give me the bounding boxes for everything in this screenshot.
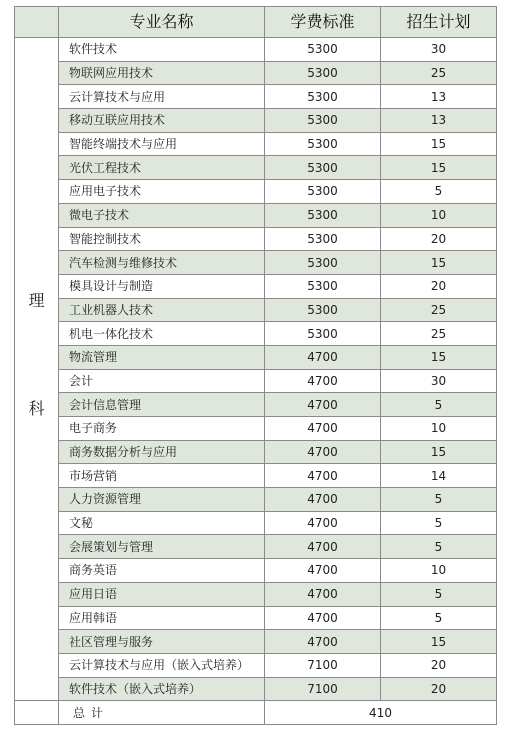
table-row [15, 464, 497, 488]
table-row [15, 417, 497, 441]
table-row [15, 298, 497, 322]
major-name-cell: 微电子技术 [59, 203, 265, 227]
fee-cell: 4700 [265, 535, 381, 559]
major-name-cell: 软件技术 [59, 38, 265, 62]
plan-cell: 20 [381, 677, 497, 701]
fee-cell: 4700 [265, 417, 381, 441]
plan-cell: 15 [381, 132, 497, 156]
plan-cell: 30 [381, 38, 497, 62]
plan-cell: 25 [381, 298, 497, 322]
plan-cell: 5 [381, 535, 497, 559]
major-name-cell: 商务数据分析与应用 [59, 440, 265, 464]
fee-cell: 5300 [265, 180, 381, 204]
table-row [15, 440, 497, 464]
fee-cell: 7100 [265, 653, 381, 677]
major-name-cell: 智能终端技术与应用 [59, 132, 265, 156]
major-name-cell: 智能控制技术 [59, 227, 265, 251]
plan-cell: 5 [381, 606, 497, 630]
major-name-cell: 机电一体化技术 [59, 322, 265, 346]
plan-cell: 10 [381, 559, 497, 583]
fee-cell: 5300 [265, 156, 381, 180]
fee-cell: 5300 [265, 322, 381, 346]
fee-header: 学费标准 [265, 7, 381, 38]
category-char-1: 理 [28, 291, 45, 311]
fee-cell: 5300 [265, 132, 381, 156]
total-label: 总计 [59, 701, 265, 725]
major-name-cell: 电子商务 [59, 417, 265, 441]
fee-cell: 5300 [265, 109, 381, 133]
header-row [15, 7, 497, 38]
table-row [15, 38, 497, 62]
fee-cell: 4700 [265, 440, 381, 464]
fee-cell: 5300 [265, 298, 381, 322]
table-body [15, 38, 497, 725]
fee-cell: 5300 [265, 61, 381, 85]
plan-cell: 5 [381, 393, 497, 417]
fee-cell: 5300 [265, 274, 381, 298]
fee-cell: 4700 [265, 559, 381, 583]
total-value: 410 [265, 701, 497, 725]
major-name-cell: 汽车检测与维修技术 [59, 251, 265, 275]
table-row [15, 535, 497, 559]
plan-cell: 15 [381, 630, 497, 654]
table-row [15, 369, 497, 393]
table-row [15, 653, 497, 677]
major-name-cell: 云计算技术与应用（嵌入式培养） [59, 653, 265, 677]
table-row [15, 677, 497, 701]
major-name-cell: 物流管理 [59, 345, 265, 369]
major-name-cell: 应用韩语 [59, 606, 265, 630]
fee-cell: 5300 [265, 227, 381, 251]
plan-cell: 15 [381, 251, 497, 275]
plan-cell: 13 [381, 109, 497, 133]
plan-cell: 20 [381, 653, 497, 677]
major-name-cell: 物联网应用技术 [59, 61, 265, 85]
plan-cell: 10 [381, 203, 497, 227]
fee-cell: 7100 [265, 677, 381, 701]
fee-cell: 4700 [265, 464, 381, 488]
plan-header: 招生计划 [381, 7, 497, 38]
plan-cell: 20 [381, 227, 497, 251]
major-name-cell: 会计 [59, 369, 265, 393]
major-name-cell: 工业机器人技术 [59, 298, 265, 322]
table-row [15, 393, 497, 417]
major-name-cell: 移动互联应用技术 [59, 109, 265, 133]
total-blank-cell [15, 701, 59, 725]
major-name-cell: 应用日语 [59, 582, 265, 606]
table-row [15, 85, 497, 109]
major-name-cell: 社区管理与服务 [59, 630, 265, 654]
major-name-cell: 文秘 [59, 511, 265, 535]
major-name-cell: 软件技术（嵌入式培养） [59, 677, 265, 701]
table-row [15, 559, 497, 583]
table-row [15, 274, 497, 298]
category-cell [15, 38, 59, 701]
table-row [15, 203, 497, 227]
total-row [15, 701, 497, 725]
table-row [15, 109, 497, 133]
table-row [15, 322, 497, 346]
fee-cell: 4700 [265, 606, 381, 630]
table-row [15, 251, 497, 275]
plan-cell: 14 [381, 464, 497, 488]
category-char-2: 科 [28, 399, 45, 419]
fee-cell: 4700 [265, 582, 381, 606]
fee-cell: 5300 [265, 203, 381, 227]
table-row [15, 606, 497, 630]
category-header [15, 7, 59, 38]
plan-cell: 15 [381, 345, 497, 369]
table-row [15, 156, 497, 180]
plan-cell: 15 [381, 440, 497, 464]
major-name-cell: 会展策划与管理 [59, 535, 265, 559]
plan-cell: 5 [381, 180, 497, 204]
fee-cell: 4700 [265, 488, 381, 512]
major-name-cell: 应用电子技术 [59, 180, 265, 204]
major-name-cell: 人力资源管理 [59, 488, 265, 512]
table-row [15, 488, 497, 512]
table-row [15, 345, 497, 369]
table-row [15, 227, 497, 251]
major-name-cell: 商务英语 [59, 559, 265, 583]
major-name-cell: 市场营销 [59, 464, 265, 488]
fee-cell: 4700 [265, 393, 381, 417]
plan-cell: 25 [381, 322, 497, 346]
fee-cell: 5300 [265, 38, 381, 62]
major-name-cell: 模具设计与制造 [59, 274, 265, 298]
plan-cell: 5 [381, 511, 497, 535]
plan-cell: 30 [381, 369, 497, 393]
table-row [15, 582, 497, 606]
plan-cell: 20 [381, 274, 497, 298]
major-name-cell: 会计信息管理 [59, 393, 265, 417]
enrollment-table [14, 6, 497, 725]
fee-cell: 4700 [265, 630, 381, 654]
fee-cell: 4700 [265, 345, 381, 369]
plan-cell: 10 [381, 417, 497, 441]
plan-cell: 25 [381, 61, 497, 85]
major-name-cell: 云计算技术与应用 [59, 85, 265, 109]
fee-cell: 4700 [265, 369, 381, 393]
plan-cell: 15 [381, 156, 497, 180]
table-row [15, 511, 497, 535]
table-row [15, 61, 497, 85]
fee-cell: 5300 [265, 85, 381, 109]
plan-cell: 13 [381, 85, 497, 109]
table-row [15, 630, 497, 654]
plan-cell: 5 [381, 582, 497, 606]
plan-cell: 5 [381, 488, 497, 512]
table-row [15, 132, 497, 156]
table-row [15, 180, 497, 204]
major-header: 专业名称 [59, 7, 265, 38]
fee-cell: 4700 [265, 511, 381, 535]
fee-cell: 5300 [265, 251, 381, 275]
major-name-cell: 光伏工程技术 [59, 156, 265, 180]
